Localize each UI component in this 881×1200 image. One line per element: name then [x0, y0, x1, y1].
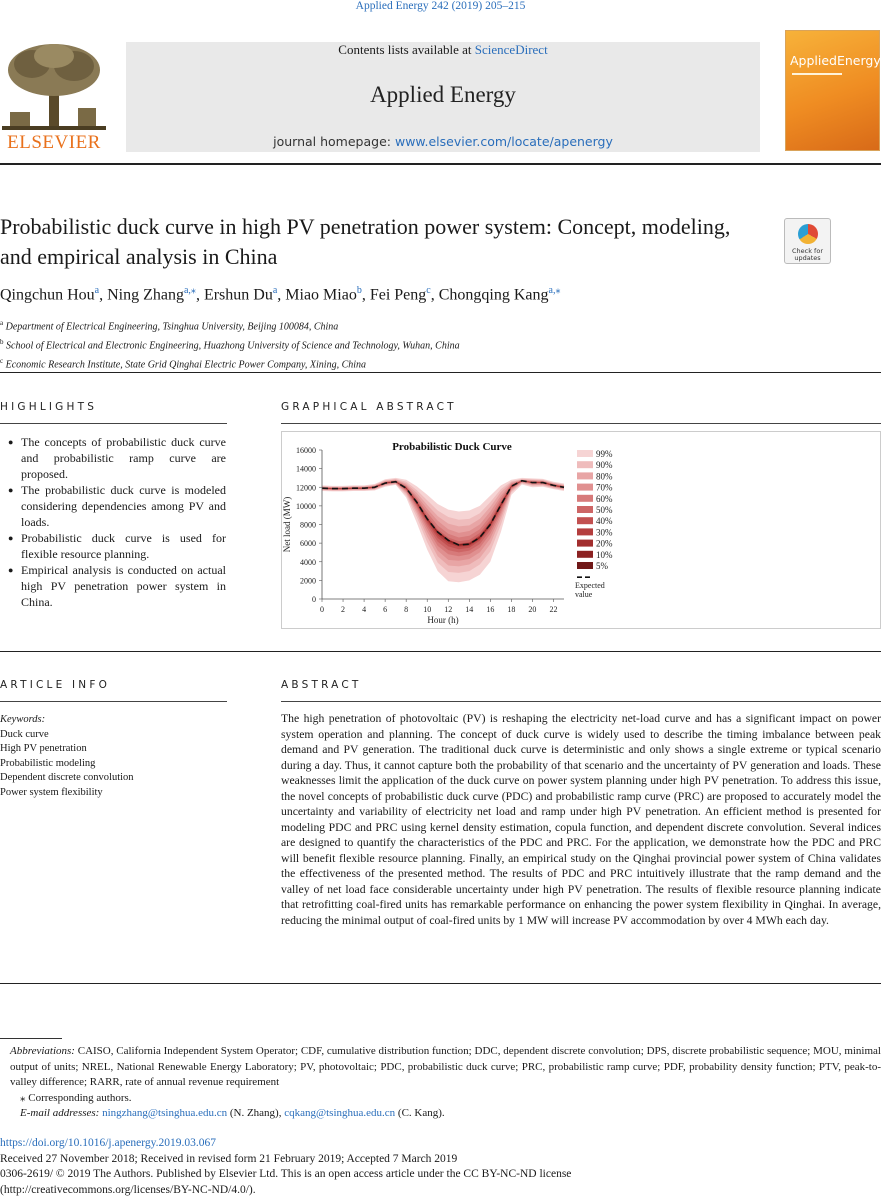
legend-label: 40% — [596, 516, 613, 527]
doi-link[interactable]: https://doi.org/10.1016/j.apenergy.2019.03.067 — [0, 1137, 217, 1149]
legend-swatch — [577, 450, 593, 457]
y-tick-label: 4000 — [300, 557, 316, 567]
author-name[interactable]: Chongqing Kang — [438, 286, 549, 304]
contents-line: Contents lists available at ScienceDirect — [338, 42, 548, 57]
check-updates-icon — [798, 224, 818, 244]
footnote-rule — [0, 1038, 62, 1039]
highlights-list — [8, 434, 226, 610]
legend-label: 90% — [596, 460, 613, 471]
sciencedirect-link[interactable]: ScienceDirect — [474, 42, 548, 57]
affiliation: $^b$ School of Electrical and Electronic Engineering, Huazhong University of Science and Technology, Wuhan, China — [0, 337, 460, 352]
y-axis-label: Net load (MW) — [282, 496, 292, 553]
corresponding-note: ⁎ Corresponding authors. — [20, 1091, 132, 1104]
check-for-updates-button[interactable]: Check for updates — [784, 218, 831, 264]
graphical-abstract-heading: GRAPHICAL ABSTRACT — [281, 401, 457, 413]
legend-swatch — [577, 506, 593, 513]
author-name[interactable]: Fei Peng — [369, 286, 427, 304]
legend-expected-label: Expected — [575, 581, 605, 591]
abstract-rule — [281, 701, 881, 702]
keyword[interactable]: Dependent discrete convolution — [0, 772, 134, 783]
section-rule — [0, 651, 881, 652]
cover-subtitle-decoration — [792, 71, 872, 77]
email-link[interactable]: ningzhang@tsinghua.edu.cn — [102, 1107, 228, 1119]
y-tick-label: 12000 — [296, 483, 316, 493]
author-name[interactable]: Ershun Du — [203, 286, 273, 304]
author-name[interactable]: Qingchun Hou — [0, 286, 95, 304]
legend-swatch — [577, 540, 593, 547]
author-name[interactable]: Ning Zhang — [107, 286, 184, 304]
footnotes — [0, 1044, 881, 1122]
email-link[interactable]: cqkang@tsinghua.edu.cn — [284, 1107, 396, 1119]
x-tick-label: 18 — [507, 605, 516, 614]
highlight-item: ● Probabilistic duck curve is used for flexible resource planning. — [8, 530, 226, 562]
x-tick-label: 10 — [423, 605, 432, 614]
legend-swatch — [577, 484, 593, 491]
journal-homepage: journal homepage: www.elsevier.com/locate/apenergy — [273, 134, 613, 149]
legend-swatch — [577, 495, 593, 502]
author-name[interactable]: Miao Miao — [285, 286, 357, 304]
publisher-logo-text: ELSEVIER — [7, 132, 101, 153]
article-title: Probabilistic duck curve in high PV penetration power system: Concept, modeling, and empirical analysis in China — [0, 214, 731, 269]
x-tick-label: 20 — [528, 605, 537, 614]
email-addresses: E-mail addresses: ningzhang@tsinghua.edu.cn (N. Zhang), cqkang@tsinghua.edu.cn (C. Kang). — [20, 1107, 445, 1119]
y-tick-label: 0 — [312, 595, 316, 604]
legend-swatch — [577, 551, 593, 558]
chart-title: Probabilistic Duck Curve — [392, 441, 512, 453]
x-tick-label: 12 — [444, 605, 453, 614]
x-tick-label: 0 — [320, 605, 324, 614]
legend-label: 20% — [596, 538, 613, 549]
legend-swatch — [577, 472, 593, 479]
x-tick-label: 22 — [549, 605, 558, 614]
keywords-label: Keywords: — [0, 714, 46, 725]
license-text: 0306-2619/ © 2019 The Authors. Published by Elsevier Ltd. This is an open access article under the CC BY-NC-ND license — [0, 1168, 572, 1180]
journal-reference[interactable]: Applied Energy 242 (2019) 205–215 — [355, 0, 526, 12]
x-axis-label: Hour (h) — [427, 615, 459, 625]
abbreviations: Abbreviations: CAISO, California Independent System Operator; CDF, cumulative distribution function; DDC, dependent discrete convolution; DPS, discrete probabilistic sequence; MOU, minimal output of units; NREL, National Renewable Energy Laboratory; PV, photovoltaic; PDC, probabilistic duck curve; PRC, probabilistic ramp curve; PDF, probability density function; PTV, peak-to-valley difference; RARR, rate of annual revenue requirement — [10, 1045, 881, 1088]
chart-legend — [575, 449, 613, 599]
header-rule — [0, 163, 881, 165]
affiliation: $^a$ Department of Electrical Engineering, Tsinghua University, Beijing 100084, China — [0, 319, 339, 333]
affiliation: $^c$ Economic Research Institute, State Grid Qinghai Electric Power Company, Xining, China — [0, 356, 367, 370]
y-tick-label: 6000 — [300, 539, 316, 549]
affiliations — [0, 316, 460, 372]
graphical-abstract-rule — [281, 423, 881, 424]
legend-label: 70% — [596, 482, 613, 493]
legend-swatch — [577, 461, 593, 468]
legend-swatch — [577, 562, 593, 569]
author-list: Qingchun Hou$^a$, Ning Zhang$^{a,⁎}$, Ershun Du$^a$, Miao Miao$^b$, Fei Peng$^c$, Chongqing Kang$^{a,⁎}$ — [0, 285, 561, 304]
y-tick-label: 2000 — [300, 576, 316, 586]
legend-swatch — [577, 528, 593, 535]
x-tick-label: 4 — [362, 605, 367, 614]
legend-label: 60% — [596, 493, 613, 504]
legend-expected-label: value — [575, 590, 593, 600]
publication-info — [0, 1136, 571, 1198]
homepage-link[interactable]: www.elsevier.com/locate/apenergy — [394, 134, 613, 149]
keyword[interactable]: Probabilistic modeling — [0, 757, 96, 769]
legend-label: 99% — [596, 449, 613, 459]
highlight-item: ● The probabilistic duck curve is modeled considering dependencies among PV and loads. — [8, 482, 226, 530]
chart-bands — [322, 478, 564, 582]
journal-cover-image[interactable] — [785, 30, 880, 151]
y-tick-label: 8000 — [300, 520, 316, 530]
graphical-abstract-figure[interactable] — [281, 431, 881, 629]
keyword[interactable]: Duck curve — [0, 728, 49, 740]
keyword[interactable]: High PV penetration — [0, 743, 87, 754]
article-info-rule — [0, 701, 227, 702]
legend-swatch — [577, 517, 593, 524]
x-tick-label: 6 — [383, 605, 388, 614]
abstract-heading: ABSTRACT — [281, 679, 362, 691]
received-dates: Received 27 November 2018; Received in revised form 21 February 2019; Accepted 7 March 2019 — [0, 1152, 458, 1165]
x-tick-label: 14 — [465, 605, 474, 614]
section-rule — [0, 983, 881, 984]
legend-label: 10% — [596, 549, 613, 560]
legend-label: 30% — [596, 527, 613, 538]
abstract-text: The high penetration of photovoltaic (PV) is reshaping the electricity net-load curve and has a significant impact on power system operation and planning. The concept of duck curve is widely used to describe the timing imbalance between peak demand and PV generation. The traditional duck curve is deterministic and only shows a single extreme or typical scenario during a day. Thus, it cannot capture both the probability of that scenario and the uncertainty of PV generation and loads. These weaknesses limit the application of the duck curve on power system planning under high PV penetration. To address this issue, the novel concepts of probabilistic duck curve (PDC) and probabilistic ramp curve (PRC) are proposed to accurately model the uncertainty and variability of electricity net load and ramp under high PV penetration. An efficient method is presented for modeling PDC and PRC using kernel density estimation, copula function, and dependent discrete convolution. Several indices are designed to quantify the characteristics of the PDC and PRC. For the application, we demonstrate how the PDC and PRC will benefit flexible resource planning. Finally, an empirical study on the Qinghai provincial power system of China validates the effectiveness of the presented method. The results of PDC and PRC intuitively illustrate that the ramp demand and the valley of net load face considerable uncertainty under high PV penetration. The results of flexible resource planning indicate that retrofitting coal-fired units has remarkable performance on enhancing the power system flexibility in Qinghai. In average, reducing the minimal output of coal-fired units by 1 MW will increase PV accommodation by over 4 MWh each day. — [281, 712, 881, 927]
keywords — [0, 713, 134, 800]
x-tick-label: 8 — [404, 605, 409, 614]
section-rule — [0, 372, 881, 373]
article-info-heading: ARTICLE INFO — [0, 679, 111, 691]
y-tick-label: 16000 — [296, 446, 316, 455]
highlights-rule — [0, 423, 227, 424]
journal-header — [126, 42, 760, 152]
keyword[interactable]: Power system flexibility — [0, 786, 103, 798]
highlight-item: ● The concepts of probabilistic duck curve and probabilistic ramp curve are proposed. — [8, 434, 226, 482]
duck-curve-chart — [282, 432, 880, 628]
license-url[interactable]: (http://creativecommons.org/licenses/BY-NC-ND/4.0/). — [0, 1183, 256, 1196]
highlight-item: ● Empirical analysis is conducted on actual high PV penetration power system in China. — [8, 562, 226, 610]
y-tick-label: 14000 — [296, 464, 316, 474]
cover-title: AppliedEnergy — [790, 53, 881, 68]
journal-name: Applied Energy — [370, 82, 516, 107]
highlights-heading: HIGHLIGHTS — [0, 401, 98, 413]
x-tick-label: 2 — [341, 605, 346, 614]
x-tick-label: 16 — [486, 605, 495, 614]
y-tick-label: 10000 — [296, 501, 316, 511]
legend-label: 5% — [596, 561, 608, 571]
legend-label: 50% — [596, 505, 613, 515]
legend-label: 80% — [596, 471, 613, 482]
